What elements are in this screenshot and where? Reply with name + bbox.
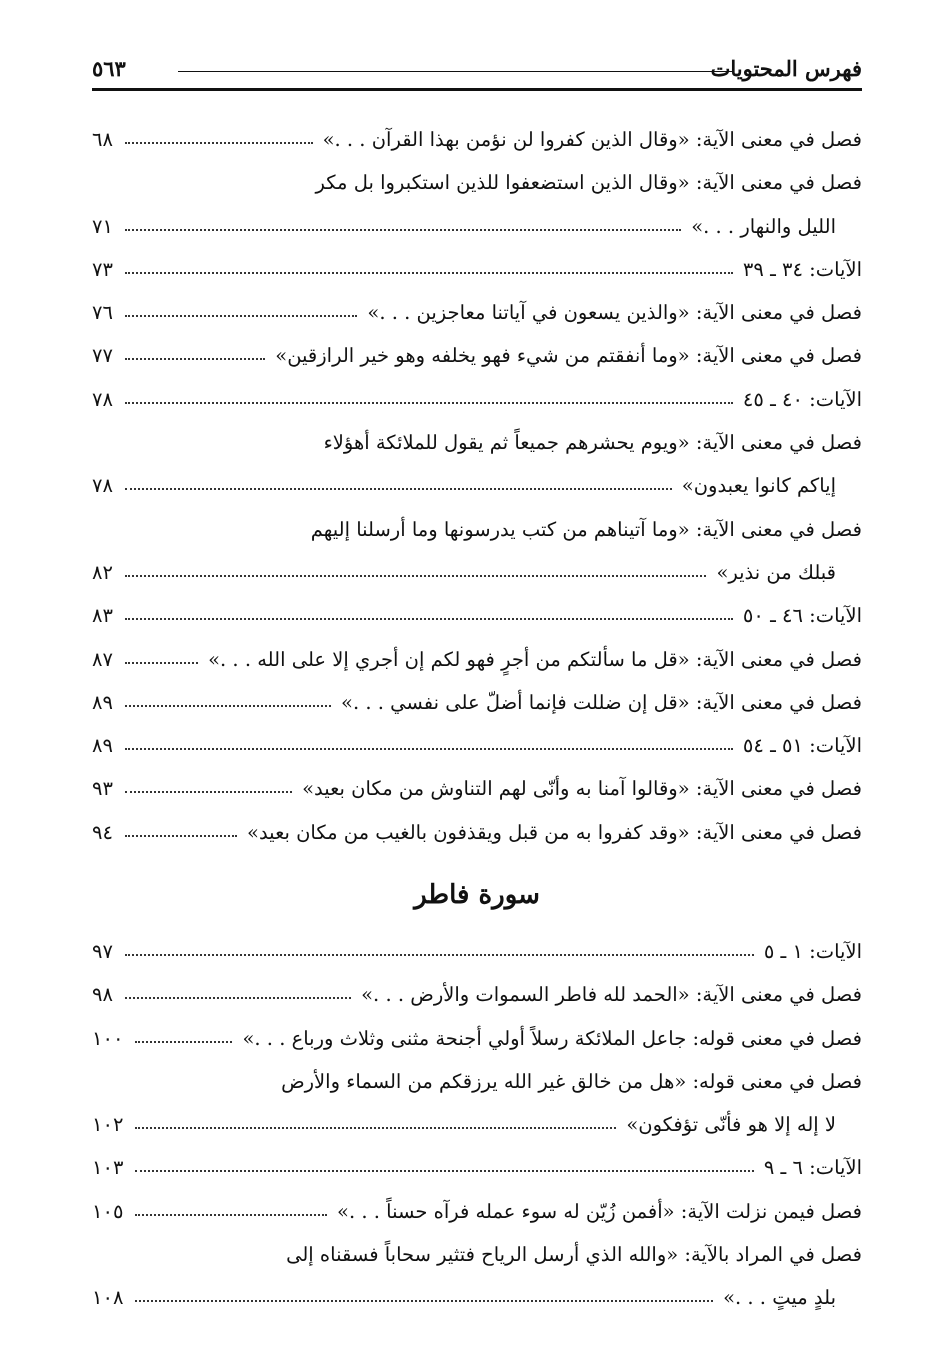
dot-leader (125, 705, 331, 707)
toc-entry-text: الآيات: ٦ ـ ٩ (763, 1156, 862, 1180)
toc-entry (92, 973, 862, 1016)
dot-leader (135, 1127, 616, 1129)
toc-entry-text: الآيات: ٥١ ـ ٥٤ (742, 734, 862, 758)
running-head-title: فهرس المحتويات (710, 56, 862, 81)
dot-leader (125, 229, 681, 231)
toc-entry-page: ٨٩ (92, 690, 113, 714)
toc-entry-page: ١٠٨ (92, 1286, 124, 1310)
toc-entry (92, 421, 862, 464)
toc-list-before (92, 118, 862, 854)
dot-leader (135, 1214, 327, 1216)
dot-leader (125, 954, 754, 956)
running-head-line (178, 71, 734, 72)
toc-entry-text: الآيات: ٣٤ ـ ٣٩ (742, 257, 862, 281)
toc-entry (92, 378, 862, 421)
toc-entry (92, 638, 862, 681)
toc-entry-text: فصل فيمن نزلت الآية: «أفمن زُيّن له سوء عمله فرآه حسناً . . .» (337, 1199, 862, 1223)
toc-entry-text: الليل والنهار . . .» (691, 214, 836, 238)
toc-entry-page: ٧٣ (92, 257, 113, 281)
dot-leader (125, 997, 351, 999)
toc-entry-page: ٦٨ (92, 128, 113, 151)
toc-entry (92, 681, 862, 724)
toc-entry-page: ٧٧ (92, 344, 113, 368)
toc-entry-text: فصل في معنى قوله: جاعل الملائكة رسلاً أولي أجنحة مثنى وثلاث ورباع . . .» (242, 1026, 862, 1050)
toc-entry-page: ٧٨ (92, 387, 113, 411)
dot-leader (135, 1170, 753, 1172)
toc-entry (92, 594, 862, 637)
toc-entry-text: إياكم كانوا يعبدون» (681, 474, 836, 498)
toc-entry-text: فصل في معنى الآية: «وما آتيناهم من كتب يدرسونها وما أرسلنا إليهم (310, 517, 862, 541)
toc-list-after (92, 930, 862, 1320)
toc-entry-page: ٩٧ (92, 940, 113, 963)
toc-entry-text: فصل في معنى الآية: «الحمد لله فاطر السموات والأرض . . .» (361, 983, 862, 1007)
toc-entry-text: بلدٍ ميتٍ . . .» (723, 1286, 836, 1310)
toc-entry (92, 118, 862, 161)
toc-entry-text: فصل في معنى الآية: «ويوم يحشرهم جميعاً ثم يقول للملائكة أهؤلاء (323, 431, 862, 455)
dot-leader (125, 142, 313, 144)
dot-leader (125, 575, 706, 577)
toc-entry (92, 1103, 862, 1146)
dot-leader (125, 315, 357, 317)
section-title: سورة فاطر (414, 880, 540, 910)
toc-entry (92, 1276, 862, 1319)
toc-entry-page: ٧٦ (92, 301, 113, 325)
dot-leader (125, 618, 733, 620)
toc-entry-page: ١٠٠ (92, 1026, 124, 1050)
toc-entry-text: فصل في معنى الآية: «والذين يسعون في آياتنا معاجزين . . .» (367, 301, 862, 325)
toc-entry-text: الآيات: ٤٦ ـ ٥٠ (742, 604, 862, 628)
toc-entry-text: الآيات: ١ ـ ٥ (763, 940, 862, 963)
dot-leader (125, 402, 733, 404)
toc-entry-text: لا إله إلا هو فأنّى تؤفكون» (626, 1113, 836, 1137)
dot-leader (125, 272, 733, 274)
toc-entry-text: فصل في معنى قوله: «هل من خالق غير الله يرزقكم من السماء والأرض (281, 1069, 862, 1093)
toc-entry-page: ٨٩ (92, 734, 113, 758)
toc-entry-text: قبلك من نذير» (716, 560, 836, 584)
toc-entry-page: ٧١ (92, 214, 113, 238)
page-number: ٥٦٣ (92, 56, 126, 81)
toc-entry (92, 1017, 862, 1060)
toc-entry-page: ٩٣ (92, 777, 113, 801)
toc-entry (92, 1146, 862, 1189)
toc-entry-page: ١٠٢ (92, 1113, 124, 1137)
toc-entry-page: ٨٧ (92, 647, 113, 671)
toc-entry (92, 1190, 862, 1233)
toc-entry-page: ٨٣ (92, 604, 113, 628)
toc-entry-text: فصل في معنى الآية: «وقد كفروا به من قبل ويقذفون بالغيب من مكان بعيد» (247, 820, 862, 844)
toc-entry (92, 464, 862, 507)
toc-entry-text: فصل في معنى الآية: «وقال الذين استضعفوا للذين استكبروا بل مكر (315, 171, 862, 195)
toc-entry-page: ١٠٥ (92, 1199, 124, 1223)
dot-leader (125, 748, 733, 750)
toc-entry (92, 930, 862, 973)
toc-entry (92, 334, 862, 377)
dot-leader (125, 791, 292, 793)
toc-entry-page: ١٠٣ (92, 1156, 124, 1180)
toc-entry-page: ٨٢ (92, 560, 113, 584)
header-rule (92, 88, 862, 91)
dot-leader (125, 358, 265, 360)
toc-entry (92, 205, 862, 248)
toc-entry (92, 767, 862, 810)
toc-entry-text: فصل في معنى الآية: «قل إن ضللت فإنما أضلّ على نفسي . . .» (341, 690, 862, 714)
toc-entry-page: ٩٤ (92, 820, 113, 844)
toc-entry (92, 551, 862, 594)
running-head (92, 52, 862, 88)
toc-entry-text: فصل في معنى الآية: «وما أنفقتم من شيء فهو يخلفه وهو خير الرازقين» (275, 344, 862, 368)
toc-entry (92, 508, 862, 551)
toc-entry (92, 724, 862, 767)
toc-entry-text: فصل في معنى الآية: «وقالوا آمنا به وأنّى لهم التناوش من مكان بعيد» (302, 777, 862, 801)
toc-entry-text: الآيات: ٤٠ ـ ٤٥ (742, 387, 862, 411)
toc-entry (92, 161, 862, 204)
toc-entry (92, 248, 862, 291)
toc-entry-text: فصل في معنى الآية: «وقال الذين كفروا لن نؤمن بهذا القرآن . . .» (322, 128, 862, 151)
toc-entry-page: ٧٨ (92, 474, 113, 498)
dot-leader (125, 662, 198, 664)
toc-entry-text: فصل في معنى الآية: «قل ما سألتكم من أجرٍ فهو لكم إن أجري إلا على الله . . .» (208, 647, 862, 671)
toc-entry (92, 291, 862, 334)
toc-entry-text: فصل في المراد بالآية: «والله الذي أرسل الرياح فتثير سحاباً فسقناه إلى (286, 1243, 862, 1267)
toc-entry (92, 1060, 862, 1103)
dot-leader (125, 835, 237, 837)
toc-entry-page: ٩٨ (92, 983, 113, 1007)
toc-entry (92, 811, 862, 854)
dot-leader (135, 1300, 713, 1302)
dot-leader (125, 488, 672, 490)
toc-entry (92, 1233, 862, 1276)
dot-leader (135, 1041, 232, 1043)
